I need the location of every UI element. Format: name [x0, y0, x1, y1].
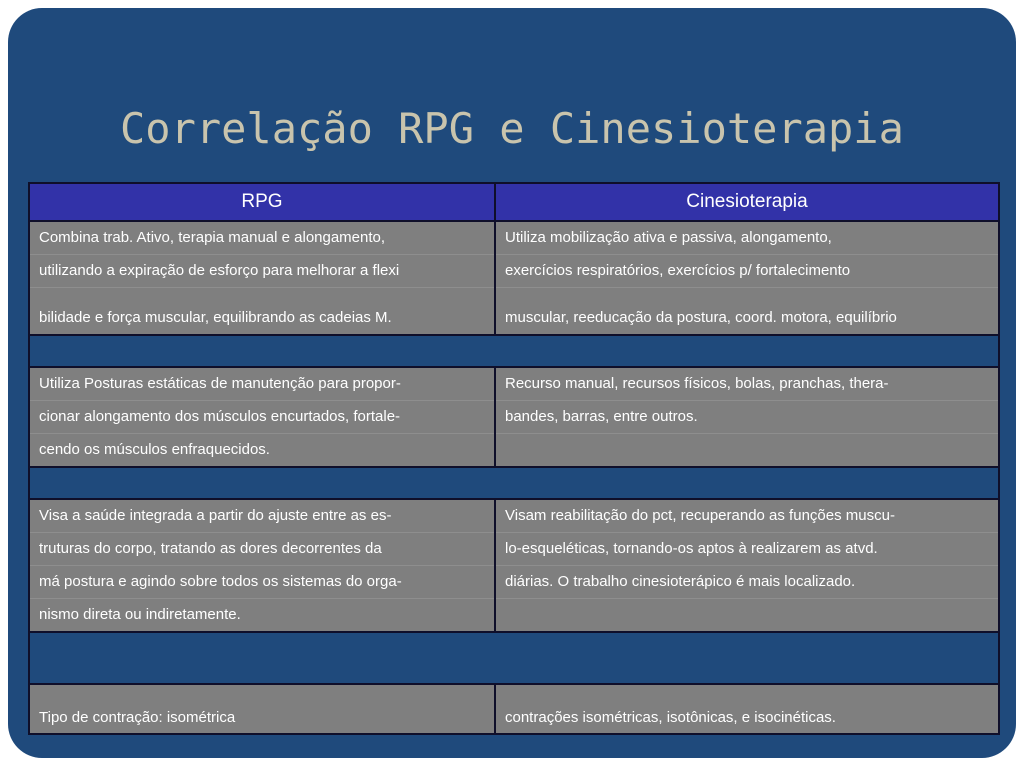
cell-line: Utiliza mobilização ativa e passiva, alongamento, [496, 222, 998, 255]
cell-line [496, 434, 998, 466]
cinesioterapia-cell [496, 222, 1000, 336]
cell-line: Recurso manual, recursos físicos, bolas, pranchas, thera- [496, 368, 998, 401]
cell-line: bandes, barras, entre outros. [496, 401, 998, 434]
slide [8, 8, 1016, 758]
cinesioterapia-cell [496, 500, 1000, 633]
cell-line: exercícios respiratórios, exercícios p/ fortalecimento [496, 255, 998, 288]
rpg-cell: Tipo de contração: isométrica [30, 685, 496, 735]
cell-line: bilidade e força muscular, equilibrando as cadeias M. [39, 309, 392, 326]
cell-line: nismo direta ou indiretamente. [39, 606, 241, 623]
cell-line [496, 599, 998, 631]
table-row [30, 368, 1000, 468]
cell-line: utilizando a expiração de esforço para melhorar a flexi [30, 255, 494, 288]
cell-line: lo-esqueléticas, tornando-os aptos à realizarem as atvd. [496, 533, 998, 566]
cell-line: diárias. O trabalho cinesioterápico é mais localizado. [496, 566, 998, 599]
table-header-row [30, 184, 1000, 222]
comparison-table [28, 182, 1000, 735]
table-row [30, 685, 1000, 735]
table-spacer-row [30, 468, 1000, 500]
cell-line: Utiliza Posturas estáticas de manutenção para propor- [30, 368, 494, 401]
table-row [30, 500, 1000, 633]
rpg-cell [30, 222, 496, 336]
cell-line: muscular, reeducação da postura, coord. motora, equilíbrio [505, 309, 897, 326]
cinesioterapia-cell: contrações isométricas, isotônicas, e isocinéticas. [496, 685, 1000, 735]
table-spacer-row [30, 633, 1000, 685]
cell-line: Visam reabilitação do pct, recuperando as funções muscu- [496, 500, 998, 533]
slide-title: Correlação RPG e Cinesioterapia [120, 104, 904, 153]
header-rpg: RPG [30, 184, 496, 222]
rpg-cell [30, 500, 496, 633]
cell-line: cendo os músculos enfraquecidos. [39, 441, 270, 458]
cell-line: truturas do corpo, tratando as dores decorrentes da [30, 533, 494, 566]
table-spacer-row [30, 336, 1000, 368]
rpg-cell [30, 368, 496, 468]
cell-line: má postura e agindo sobre todos os sistemas do orga- [30, 566, 494, 599]
table-row [30, 222, 1000, 336]
cell-line: Combina trab. Ativo, terapia manual e alongamento, [30, 222, 494, 255]
cell-line: Visa a saúde integrada a partir do ajuste entre as es- [30, 500, 494, 533]
cinesioterapia-cell [496, 368, 1000, 468]
cell-line: cionar alongamento dos músculos encurtados, fortale- [30, 401, 494, 434]
header-cinesioterapia: Cinesioterapia [496, 184, 1000, 222]
